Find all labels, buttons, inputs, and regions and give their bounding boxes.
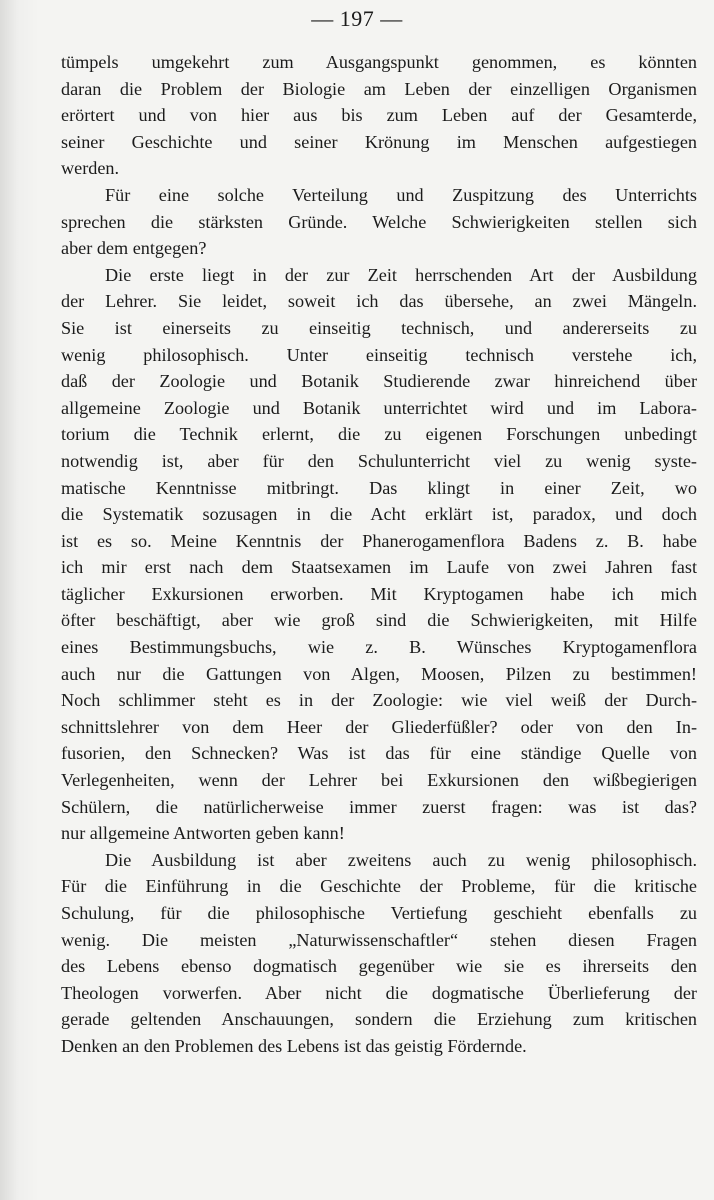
text-line: auch nur die Gattungen von Algen, Moosen, Pilzen zu bestimmen! bbox=[61, 663, 697, 684]
text-line: allgemeine Zoologie und Botanik unterrichtet wird und im Labora- bbox=[61, 397, 697, 418]
text-line: schnittslehrer von dem Heer der Gliederfüßler? oder von den In- bbox=[61, 716, 697, 737]
text-line: Die erste liegt in der zur Zeit herrschenden Art der Ausbildung bbox=[105, 264, 697, 285]
paragraph bbox=[61, 847, 697, 1060]
text-line: Für eine solche Verteilung und Zuspitzung des Unterrichts bbox=[105, 184, 697, 205]
paragraph bbox=[61, 262, 697, 847]
text-line: täglicher Exkursionen erworben. Mit Kryptogamen habe ich mich bbox=[61, 583, 697, 604]
text-line: Die Ausbildung ist aber zweitens auch zu wenig philosophisch. bbox=[105, 849, 697, 870]
text-line: seiner Geschichte und seiner Krönung im Menschen aufgestiegen bbox=[61, 131, 697, 152]
text-line: Schulung, für die philosophische Vertiefung geschieht ebenfalls zu bbox=[61, 903, 697, 923]
text-line: daran die Problem der Biologie am Leben der einzelligen Organismen bbox=[61, 78, 697, 99]
text-line: der Lehrer. Sie leidet, soweit ich das übersehe, an zwei Mängeln. bbox=[61, 291, 697, 312]
paragraph bbox=[61, 182, 697, 262]
text-line: wenig. Die meisten „Naturwissenschaftler“ stehen diesen Fragen bbox=[61, 929, 697, 950]
text-line: matische Kenntnisse mitbringt. Das klingt in einer Zeit, wo bbox=[61, 477, 697, 498]
text-line: Verlegenheiten, wenn der Lehrer bei Exkursionen den wißbegierigen bbox=[61, 770, 697, 791]
text-line: sprechen die stärksten Gründe. Welche Schwierigkeiten stellen sich bbox=[61, 211, 697, 232]
text-line: Theologen vorwerfen. Aber nicht die dogmatische Überlieferung der bbox=[61, 982, 697, 1003]
paragraph bbox=[61, 49, 697, 182]
text-line: torium die Technik erlernt, die zu eigenen Forschungen unbedingt bbox=[61, 424, 697, 445]
text-line: Schülern, die natürlicherweise immer zuerst fragen: was ist das? bbox=[61, 796, 697, 817]
text-line: des Lebens ebenso dogmatisch gegenüber wie sie es ihrerseits den bbox=[61, 956, 697, 977]
text-line: werden. bbox=[61, 158, 120, 179]
text-line: notwendig ist, aber für den Schulunterricht viel zu wenig syste- bbox=[61, 450, 697, 471]
text-line: ich mir erst nach dem Staatsexamen im Laufe von zwei Jahren fast bbox=[61, 557, 697, 578]
text-line: Für die Einführung in die Geschichte der Probleme, für die kritische bbox=[61, 876, 697, 897]
text-line: wenig philosophisch. Unter einseitig technisch verstehe ich, bbox=[61, 344, 697, 365]
text-line: ist es so. Meine Kenntnis der Phanerogamenflora Badens z. B. habe bbox=[61, 530, 697, 551]
text-line: daß der Zoologie und Botanik Studierende zwar hinreichend über bbox=[61, 371, 697, 392]
page-number: — 197 — bbox=[311, 6, 403, 31]
text-line: tümpels umgekehrt zum Ausgangspunkt genommen, es könnten bbox=[61, 52, 697, 72]
text-line: fusorien, den Schnecken? Was ist das für eine ständige Quelle von bbox=[61, 743, 697, 764]
text-line: Sie ist einerseits zu einseitig technisch, und andererseits zu bbox=[61, 317, 697, 338]
text-line: die Systematik sozusagen in die Acht erklärt ist, paradox, und doch bbox=[61, 504, 697, 525]
text-line: eines Bestimmungsbuchs, wie z. B. Wünsches Kryptogamenflora bbox=[61, 637, 697, 658]
text-line: gerade geltenden Anschauungen, sondern die Erziehung zum kritischen bbox=[61, 1009, 697, 1030]
text-line: erörtert und von hier aus bis zum Leben auf der Gesamterde, bbox=[61, 105, 697, 126]
text-line: Noch schlimmer steht es in der Zoologie: wie viel weiß der Durch- bbox=[61, 690, 697, 711]
text-line: öfter beschäftigt, aber wie groß sind die Schwierigkeiten, mit Hilfe bbox=[61, 610, 697, 631]
text-line: aber dem entgegen? bbox=[61, 238, 207, 259]
text-line: nur allgemeine Antworten geben kann! bbox=[61, 823, 345, 844]
body-text bbox=[61, 49, 697, 1060]
text-line: Denken an den Problemen des Lebens ist das geistig Fördernde. bbox=[61, 1035, 527, 1056]
